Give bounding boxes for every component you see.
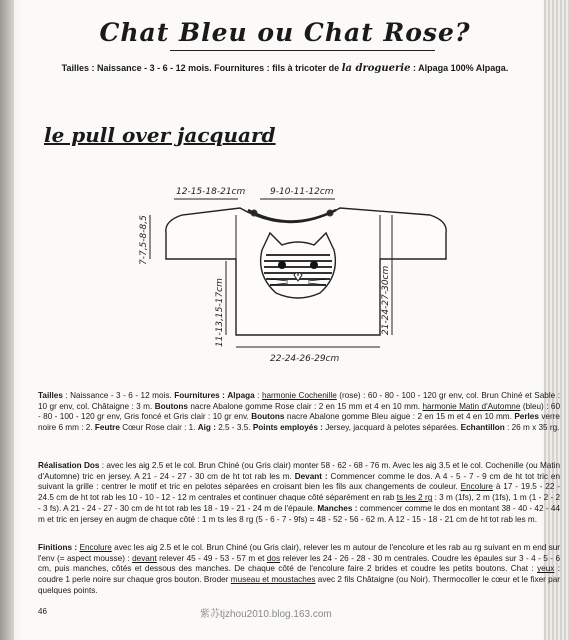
- book-binding: [0, 0, 14, 640]
- section-finitions: Finitions : Encolure avec les aig 2.5 et le col. Brun Chiné (ou Gris clair), relever les m autour de l'encolure et les rab au rg suivant en m end sur l'env (= aspect mousse) : devant relever 45 - 49 - 53 - 57 m et dos relever les 24 - 26 - 28 - 30 m centrales. Coudre les épaules sur 3 - 4 - 5 - 6 cm, puis manches, côtés et dessous des manches. De chaque côté de l'encolure faire 2 brides et coudre les petits boutons. Chat : yeux : coudre 1 perle noire sur chaque gros bouton. Broder museau et moustaches avec 2 fils Châtaigne (ou Noir). Thermocoller le cœur et le fixer par quelques points.: [38, 543, 561, 595]
- intro-line: [0, 63, 570, 74]
- dim-body-length: 21-24-27-30cm: [381, 265, 391, 335]
- dim-neck: 9-10-11-12cm: [270, 187, 334, 197]
- yarn-value: : Alpaga 100% Alpaga.: [412, 63, 509, 73]
- brand-name: la droguerie: [341, 63, 411, 74]
- dim-width: 22-24-26-29cm: [270, 354, 340, 364]
- sizes-value: Naissance - 3 - 6 - 12 mois.: [97, 63, 212, 73]
- sweater-schematic: [130, 175, 460, 375]
- dim-sleeve: 11-13,15-17cm: [215, 278, 225, 347]
- section-subtitle: le pull over jacquard: [44, 123, 276, 147]
- dim-armhole: 7-7,5-8-8,5: [139, 215, 149, 265]
- supplies-value: fils à tricoter de: [272, 63, 340, 73]
- supplies-label: Fournitures :: [214, 63, 270, 73]
- watermark: 紫苏tjzhou2010.blog.163.com: [200, 609, 332, 620]
- cat-eye-right: [310, 261, 318, 269]
- section-realisation: Réalisation Dos : avec les aig 2.5 et le col. Brun Chiné (ou Gris clair) monter 58 - 62 - 68 - 76 m. Avec les aig 3.5 et le col. Cochenille (ou Matin d'Automne) tric en jersey. A 21 - 24 - 27 - 30 cm de ht tot rab les m. Devant : Commencer comme le dos. A 4 - 5 - 7 - 9 cm de ht tot tric en suivant la grille : centrer le motif et tric en pelotes séparées en croisant bien les fils aux changements de couleur. Encolure à 17 - 19.5 - 22 - 24.5 cm de ht tot rab les 10 - 10 - 12 - 12 m centrales et continuer chaque côté séparément en rab ts les 2 rg : 3 m (1fs), 2 m (1fs), 1 m (1 - 2 - 2 - 3 fs). A 21 - 24 - 27 - 30 cm de ht tot rab les 18 - 19 - 21 - 24 m de l'épaule. Manches : commencer comme le dos en montant 38 - 40 - 42 - 44 m et tric en jersey en augm de chaque côté : 1 m ts les 8 rg (5 - 6 - 7 - 9fs) = 48 - 52 - 56 - 62 m. A 12 - 15 - 18 - 21 cm de ht tot rab les m.: [38, 461, 561, 524]
- page-title: Chat Bleu ou Chat Rose?: [99, 18, 471, 47]
- dim-shoulder: 12-15-18-21cm: [176, 187, 246, 197]
- page-number: 46: [38, 607, 47, 616]
- sizes-label: Tailles :: [61, 63, 95, 73]
- section-tailles: Tailles : Naissance - 3 - 6 - 12 mois. Fournitures : Alpaga : harmonie Cochenille (rose) : 60 - 80 - 100 - 120 gr env, col. Brun Chiné et Sable : 10 gr env, col. Châtaigne : 3 m. Boutons nacre Abalone gomme Rose clair : 2 en 15 mm et 4 en 10 mm. harmonie Matin d'Automne (bleu) : 60 - 80 - 100 - 120 gr env, Gris foncé et Gris clair : 10 gr env. Boutons nacre Abalone gomme Bleu aigue : 2 en 15 m et 4 en 10 mm. Perles verre noire 6 mm : 2. Feutre Cœur Rose clair : 1. Aig : 2.5 - 3.5. Points employés : Jersey, jacquard à pelotes séparées. Echantillon : 26 m x 35 rg.: [38, 391, 561, 433]
- title-underline: [170, 50, 435, 51]
- cat-motif: [261, 233, 336, 298]
- cat-head: [261, 233, 336, 298]
- cat-eye-left: [278, 261, 286, 269]
